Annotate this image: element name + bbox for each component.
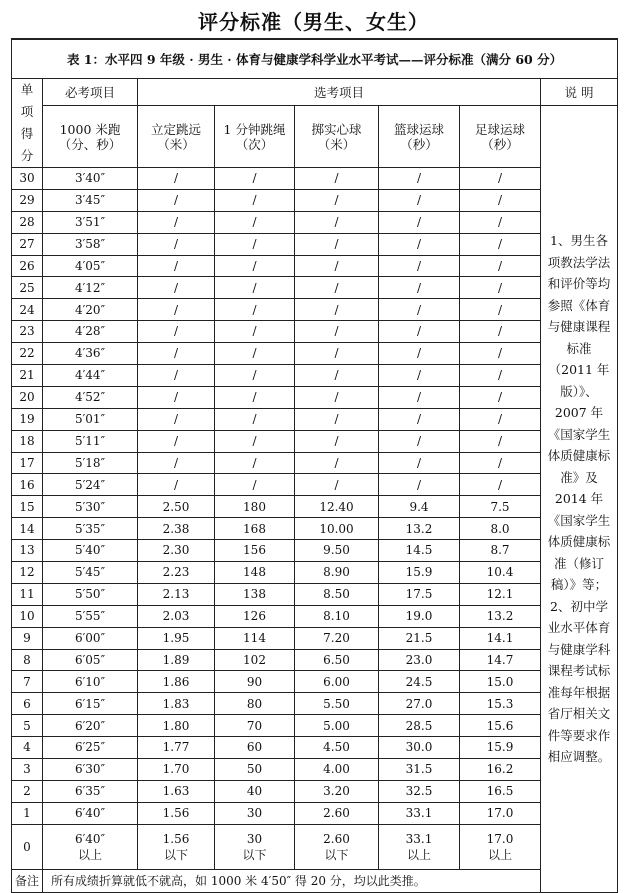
cell-ball: / — [295, 386, 379, 408]
cell-jump: 2.38 — [138, 518, 215, 540]
cell-basket: / — [379, 233, 460, 255]
cell-score: 29 — [12, 189, 43, 211]
cell-run: 6′20″ — [43, 715, 138, 737]
cell-ball: / — [295, 365, 379, 387]
cell-ball: 4.00 — [295, 759, 379, 781]
cell-run: 5′24″ — [43, 474, 138, 496]
cell-soccer: / — [460, 430, 541, 452]
table-row — [12, 693, 618, 715]
cell-soccer: 14.1 — [460, 627, 541, 649]
table-row — [12, 168, 618, 190]
cell-jump: 1.63 — [138, 780, 215, 802]
cell-soccer: / — [460, 321, 541, 343]
table-row — [12, 627, 618, 649]
cell-run: 4′28″ — [43, 321, 138, 343]
cell-soccer: / — [460, 386, 541, 408]
table-row — [12, 540, 618, 562]
cell-ball: / — [295, 408, 379, 430]
cell-rope: / — [215, 233, 295, 255]
cell-soccer: 14.7 — [460, 649, 541, 671]
cell-ball: / — [295, 321, 379, 343]
cell-jump: 1.56 — [138, 802, 215, 824]
cell-rope: 156 — [215, 540, 295, 562]
cell-score: 15 — [12, 496, 43, 518]
table-row — [12, 474, 618, 496]
cell-ball: / — [295, 430, 379, 452]
cell-jump: 1.77 — [138, 737, 215, 759]
cell-score: 1 — [12, 802, 43, 824]
cell-score: 6 — [12, 693, 43, 715]
cell-ball: / — [295, 343, 379, 365]
cell-rope: 148 — [215, 562, 295, 584]
cell-jump: 1.80 — [138, 715, 215, 737]
notes-header: 说 明 — [541, 79, 618, 106]
cell-ball: 6.00 — [295, 671, 379, 693]
cell-run: 5′55″ — [43, 605, 138, 627]
cell-ball: 8.10 — [295, 605, 379, 627]
cell-run: 3′45″ — [43, 189, 138, 211]
cell-ball: 4.50 — [295, 737, 379, 759]
cell-run: 3′51″ — [43, 211, 138, 233]
notes-cell: 1、男生各项教法学法和评价等均参照《体育与健康课程标准（2011 年版）》、2007 年《国家学生体质健康标准》及 2014 年《国家学生体质健康标准（修订稿）》等；2、初中学业水平体育与健康学科课程考试标准每年根据省厅相关文件等要求作相应调整。 — [541, 106, 618, 893]
cell-soccer: / — [460, 365, 541, 387]
cell-basket: 33.1 以上 — [379, 824, 460, 869]
cell-basket: 24.5 — [379, 671, 460, 693]
cell-basket: / — [379, 255, 460, 277]
cell-run: 4′44″ — [43, 365, 138, 387]
table-row — [12, 408, 618, 430]
cell-rope: 138 — [215, 583, 295, 605]
cell-score: 21 — [12, 365, 43, 387]
cell-rope: / — [215, 321, 295, 343]
cell-jump: 2.03 — [138, 605, 215, 627]
cell-basket: 27.0 — [379, 693, 460, 715]
remark-text: 所有成绩折算就低不就高，如 1000 米 4′50″ 得 20 分，均以此类推。 — [43, 869, 618, 892]
cell-ball: / — [295, 189, 379, 211]
cell-basket: / — [379, 189, 460, 211]
cell-rope: 50 — [215, 759, 295, 781]
cell-run: 5′40″ — [43, 540, 138, 562]
cell-rope: / — [215, 277, 295, 299]
cell-run: 5′35″ — [43, 518, 138, 540]
table-row — [12, 452, 618, 474]
table-row — [12, 824, 618, 869]
cell-run: 6′35″ — [43, 780, 138, 802]
cell-score: 11 — [12, 583, 43, 605]
cell-soccer: 17.0 以上 — [460, 824, 541, 869]
cell-soccer: / — [460, 452, 541, 474]
cell-rope: / — [215, 365, 295, 387]
cell-run: 5′11″ — [43, 430, 138, 452]
cell-soccer: / — [460, 474, 541, 496]
cell-jump: 2.50 — [138, 496, 215, 518]
cell-score: 10 — [12, 605, 43, 627]
cell-run: 5′01″ — [43, 408, 138, 430]
table-row — [12, 277, 618, 299]
cell-basket: / — [379, 365, 460, 387]
column-header-rope: 1 分钟跳绳 （次） — [215, 106, 295, 168]
cell-soccer: / — [460, 408, 541, 430]
cell-ball: 12.40 — [295, 496, 379, 518]
cell-soccer: 10.4 — [460, 562, 541, 584]
cell-rope: 30 以下 — [215, 824, 295, 869]
cell-ball: 5.00 — [295, 715, 379, 737]
cell-rope: / — [215, 168, 295, 190]
column-header-run: 1000 米跑 （分、秒） — [43, 106, 138, 168]
cell-score: 8 — [12, 649, 43, 671]
cell-rope: 114 — [215, 627, 295, 649]
cell-rope: 60 — [215, 737, 295, 759]
cell-jump: 1.83 — [138, 693, 215, 715]
column-header-soccer: 足球运球 （秒） — [460, 106, 541, 168]
cell-rope: / — [215, 430, 295, 452]
cell-run: 6′30″ — [43, 759, 138, 781]
cell-rope: 168 — [215, 518, 295, 540]
cell-soccer: 15.0 — [460, 671, 541, 693]
cell-rope: / — [215, 211, 295, 233]
cell-soccer: / — [460, 299, 541, 321]
cell-basket: / — [379, 321, 460, 343]
cell-basket: 13.2 — [379, 518, 460, 540]
cell-ball: 7.20 — [295, 627, 379, 649]
cell-score: 16 — [12, 474, 43, 496]
cell-soccer: / — [460, 233, 541, 255]
cell-basket: 15.9 — [379, 562, 460, 584]
cell-score: 14 — [12, 518, 43, 540]
cell-soccer: / — [460, 211, 541, 233]
cell-basket: 19.0 — [379, 605, 460, 627]
cell-rope: 126 — [215, 605, 295, 627]
cell-basket: 21.5 — [379, 627, 460, 649]
cell-soccer: 15.3 — [460, 693, 541, 715]
table-row — [12, 737, 618, 759]
cell-basket: / — [379, 386, 460, 408]
cell-soccer: / — [460, 255, 541, 277]
cell-score: 28 — [12, 211, 43, 233]
cell-jump: / — [138, 233, 215, 255]
cell-score: 2 — [12, 780, 43, 802]
cell-jump: 2.30 — [138, 540, 215, 562]
cell-ball: 5.50 — [295, 693, 379, 715]
cell-basket: / — [379, 408, 460, 430]
cell-run: 4′05″ — [43, 255, 138, 277]
table-row — [12, 518, 618, 540]
table-row — [12, 649, 618, 671]
cell-ball: 3.20 — [295, 780, 379, 802]
cell-basket: 32.5 — [379, 780, 460, 802]
cell-basket: / — [379, 430, 460, 452]
cell-ball: 6.50 — [295, 649, 379, 671]
cell-basket: 30.0 — [379, 737, 460, 759]
cell-ball: / — [295, 277, 379, 299]
cell-run: 5′30″ — [43, 496, 138, 518]
cell-basket: / — [379, 452, 460, 474]
cell-run: 4′36″ — [43, 343, 138, 365]
table-row — [12, 386, 618, 408]
cell-score: 9 — [12, 627, 43, 649]
cell-jump: / — [138, 321, 215, 343]
cell-score: 20 — [12, 386, 43, 408]
cell-rope: 102 — [215, 649, 295, 671]
cell-rope: / — [215, 452, 295, 474]
table-row — [12, 233, 618, 255]
cell-jump: 2.13 — [138, 583, 215, 605]
cell-score: 13 — [12, 540, 43, 562]
cell-basket: / — [379, 299, 460, 321]
cell-jump: / — [138, 474, 215, 496]
cell-jump: 1.95 — [138, 627, 215, 649]
cell-rope: 90 — [215, 671, 295, 693]
cell-score: 27 — [12, 233, 43, 255]
cell-soccer: / — [460, 189, 541, 211]
cell-soccer: 15.9 — [460, 737, 541, 759]
table-row — [12, 211, 618, 233]
cell-jump: 2.23 — [138, 562, 215, 584]
score-table — [11, 38, 618, 893]
cell-rope: 180 — [215, 496, 295, 518]
table-row — [12, 562, 618, 584]
cell-run: 6′15″ — [43, 693, 138, 715]
cell-jump: 1.56 以下 — [138, 824, 215, 869]
cell-ball: / — [295, 474, 379, 496]
table-row — [12, 343, 618, 365]
cell-rope: / — [215, 474, 295, 496]
cell-ball: / — [295, 255, 379, 277]
table-row — [12, 365, 618, 387]
cell-jump: / — [138, 299, 215, 321]
cell-soccer: 16.5 — [460, 780, 541, 802]
cell-ball: 8.50 — [295, 583, 379, 605]
cell-jump: / — [138, 386, 215, 408]
cell-jump: / — [138, 255, 215, 277]
table-row — [12, 715, 618, 737]
column-header-basketball: 篮球运球 （秒） — [379, 106, 460, 168]
table-row — [12, 321, 618, 343]
cell-soccer: 15.6 — [460, 715, 541, 737]
cell-ball: 2.60 以下 — [295, 824, 379, 869]
cell-score: 12 — [12, 562, 43, 584]
cell-score: 7 — [12, 671, 43, 693]
cell-basket: 9.4 — [379, 496, 460, 518]
cell-basket: / — [379, 277, 460, 299]
table-row — [12, 802, 618, 824]
cell-score: 23 — [12, 321, 43, 343]
cell-ball: 10.00 — [295, 518, 379, 540]
cell-soccer: 17.0 — [460, 802, 541, 824]
cell-ball: / — [295, 211, 379, 233]
cell-jump: / — [138, 189, 215, 211]
cell-run: 5′50″ — [43, 583, 138, 605]
table-row — [12, 299, 618, 321]
cell-rope: / — [215, 343, 295, 365]
cell-ball: / — [295, 452, 379, 474]
cell-jump: / — [138, 365, 215, 387]
cell-run: 5′18″ — [43, 452, 138, 474]
cell-ball: / — [295, 233, 379, 255]
cell-score: 19 — [12, 408, 43, 430]
cell-basket: 23.0 — [379, 649, 460, 671]
cell-soccer: 7.5 — [460, 496, 541, 518]
cell-rope: 40 — [215, 780, 295, 802]
cell-jump: / — [138, 168, 215, 190]
cell-jump: 1.86 — [138, 671, 215, 693]
cell-basket: / — [379, 168, 460, 190]
cell-rope: / — [215, 408, 295, 430]
cell-ball: 9.50 — [295, 540, 379, 562]
cell-jump: / — [138, 277, 215, 299]
cell-rope: 70 — [215, 715, 295, 737]
cell-score: 26 — [12, 255, 43, 277]
cell-basket: / — [379, 474, 460, 496]
column-header-jump: 立定跳远 （米） — [138, 106, 215, 168]
cell-rope: / — [215, 189, 295, 211]
cell-soccer: 12.1 — [460, 583, 541, 605]
cell-rope: / — [215, 299, 295, 321]
table-row — [12, 671, 618, 693]
column-header-ball: 掷实心球 （米） — [295, 106, 379, 168]
cell-soccer: 16.2 — [460, 759, 541, 781]
cell-jump: / — [138, 211, 215, 233]
cell-basket: 31.5 — [379, 759, 460, 781]
remark-label: 备注 — [12, 869, 43, 892]
table-row — [12, 496, 618, 518]
table-row — [12, 780, 618, 802]
cell-jump: / — [138, 430, 215, 452]
cell-run: 3′40″ — [43, 168, 138, 190]
cell-run: 5′45″ — [43, 562, 138, 584]
cell-run: 6′40″ 以上 — [43, 824, 138, 869]
cell-score: 4 — [12, 737, 43, 759]
cell-rope: 80 — [215, 693, 295, 715]
cell-run: 6′00″ — [43, 627, 138, 649]
cell-jump: / — [138, 408, 215, 430]
cell-run: 4′52″ — [43, 386, 138, 408]
cell-score: 30 — [12, 168, 43, 190]
table-row — [12, 605, 618, 627]
cell-ball: / — [295, 168, 379, 190]
cell-basket: 28.5 — [379, 715, 460, 737]
cell-ball: 2.60 — [295, 802, 379, 824]
cell-rope: / — [215, 255, 295, 277]
cell-basket: / — [379, 343, 460, 365]
page-title: 评分标准（男生、女生） — [198, 10, 429, 34]
cell-soccer: / — [460, 168, 541, 190]
cell-run: 6′10″ — [43, 671, 138, 693]
cell-soccer: / — [460, 277, 541, 299]
cell-soccer: 8.7 — [460, 540, 541, 562]
cell-score: 0 — [12, 824, 43, 869]
table-row — [12, 255, 618, 277]
required-group-header: 必考项目 — [43, 79, 138, 106]
table-row — [12, 583, 618, 605]
cell-rope: / — [215, 386, 295, 408]
cell-run: 6′40″ — [43, 802, 138, 824]
cell-score: 24 — [12, 299, 43, 321]
cell-run: 6′05″ — [43, 649, 138, 671]
cell-score: 25 — [12, 277, 43, 299]
cell-run: 4′20″ — [43, 299, 138, 321]
cell-score: 17 — [12, 452, 43, 474]
cell-soccer: 8.0 — [460, 518, 541, 540]
elective-group-header: 选考项目 — [138, 79, 541, 106]
cell-soccer: / — [460, 343, 541, 365]
table-caption: 表 1：水平四 9 年级 · 男生 · 体育与健康学科学业水平考试——评分标准（满分 60 分） — [12, 39, 618, 79]
cell-ball: / — [295, 299, 379, 321]
table-row — [12, 189, 618, 211]
cell-run: 3′58″ — [43, 233, 138, 255]
cell-jump: / — [138, 343, 215, 365]
cell-rope: 30 — [215, 802, 295, 824]
cell-soccer: 13.2 — [460, 605, 541, 627]
cell-basket: 17.5 — [379, 583, 460, 605]
cell-basket: / — [379, 211, 460, 233]
cell-ball: 8.90 — [295, 562, 379, 584]
score-column-header: 单项得分 — [12, 79, 43, 168]
cell-score: 3 — [12, 759, 43, 781]
cell-run: 4′12″ — [43, 277, 138, 299]
cell-jump: / — [138, 452, 215, 474]
table-row — [12, 430, 618, 452]
remark-row — [12, 869, 618, 892]
cell-run: 6′25″ — [43, 737, 138, 759]
cell-score: 18 — [12, 430, 43, 452]
table-row — [12, 759, 618, 781]
cell-jump: 1.89 — [138, 649, 215, 671]
cell-jump: 1.70 — [138, 759, 215, 781]
cell-score: 5 — [12, 715, 43, 737]
cell-basket: 33.1 — [379, 802, 460, 824]
cell-basket: 14.5 — [379, 540, 460, 562]
cell-score: 22 — [12, 343, 43, 365]
